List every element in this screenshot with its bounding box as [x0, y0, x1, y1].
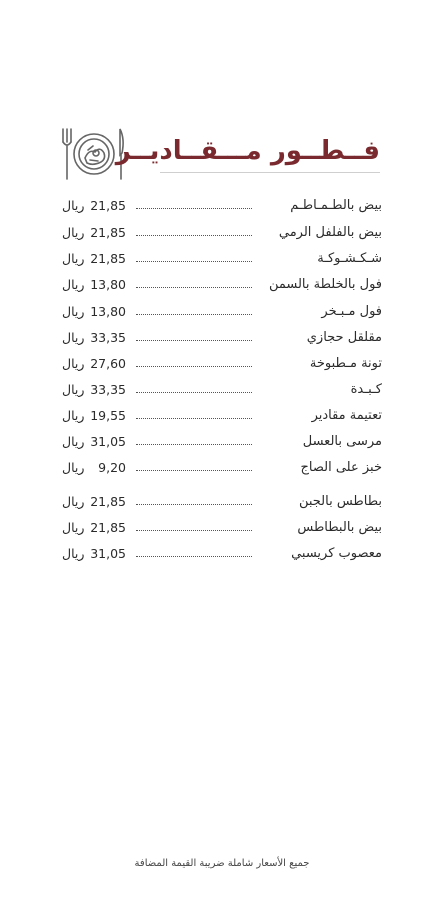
- item-price: 31,05: [90, 546, 126, 561]
- menu-item: [0, 515, 444, 541]
- item-name: تعتيمة مقادير: [311, 408, 382, 423]
- currency-label: ريال: [62, 251, 85, 266]
- menu-item: [0, 325, 444, 351]
- item-price: 9,20: [98, 460, 126, 475]
- dot-leader: [136, 235, 252, 236]
- currency-label: ريال: [62, 494, 85, 509]
- dot-leader: [136, 314, 252, 315]
- menu-item: [0, 272, 444, 298]
- dot-leader: [136, 261, 252, 262]
- item-price: 21,85: [90, 520, 126, 535]
- currency-label: ريال: [62, 434, 85, 449]
- dot-leader: [136, 530, 252, 531]
- menu-item: [0, 455, 444, 481]
- menu-item: [0, 193, 444, 219]
- currency-label: ريال: [62, 520, 85, 535]
- dot-leader: [136, 366, 252, 367]
- item-name: معصوب كريسبي: [291, 546, 382, 561]
- dot-leader: [136, 556, 252, 557]
- item-price: 21,85: [90, 494, 126, 509]
- menu-item: [0, 429, 444, 455]
- page-title: فــطــور مـــقــاديــر: [115, 136, 380, 166]
- item-price: 21,85: [90, 251, 126, 266]
- menu-item: [0, 377, 444, 403]
- currency-label: ريال: [62, 304, 85, 319]
- menu-item: [0, 489, 444, 515]
- item-name: مرسى بالعسل: [302, 434, 382, 449]
- currency-label: ريال: [62, 225, 85, 240]
- menu-header: [60, 126, 380, 182]
- item-price: 13,80: [90, 277, 126, 292]
- currency-label: ريال: [62, 382, 85, 397]
- title-divider: [160, 172, 380, 173]
- currency-label: ريال: [62, 198, 85, 213]
- currency-label: ريال: [62, 356, 85, 371]
- menu-item: [0, 351, 444, 377]
- currency-label: ريال: [62, 408, 85, 423]
- tax-note: جميع الأسعار شاملة ضريبة القيمة المضافة: [134, 858, 310, 869]
- item-price: 33,35: [90, 330, 126, 345]
- item-name: خبز على الصاج: [300, 460, 382, 475]
- menu-item: [0, 299, 444, 325]
- dot-leader: [136, 470, 252, 471]
- item-name: فول مـبـخر: [321, 304, 382, 319]
- currency-label: ريال: [62, 546, 85, 561]
- dot-leader: [136, 418, 252, 419]
- dot-leader: [136, 287, 252, 288]
- item-price: 27,60: [90, 356, 126, 371]
- dot-leader: [136, 504, 252, 505]
- menu-item: [0, 541, 444, 567]
- currency-label: ريال: [62, 460, 85, 475]
- currency-label: ريال: [62, 277, 85, 292]
- item-price: 33,35: [90, 382, 126, 397]
- menu-item: [0, 220, 444, 246]
- dot-leader: [136, 340, 252, 341]
- dot-leader: [136, 208, 252, 209]
- dot-leader: [136, 392, 252, 393]
- item-name: بيض بالفلفل الرمي: [278, 225, 382, 240]
- menu-item: [0, 403, 444, 429]
- currency-label: ريال: [62, 330, 85, 345]
- item-name: مقلقل حجازي: [306, 330, 382, 345]
- dot-leader: [136, 444, 252, 445]
- item-price: 21,85: [90, 225, 126, 240]
- item-name: بطاطس بالجبن: [298, 494, 382, 509]
- item-name: بيض بالبطاطس: [297, 520, 382, 535]
- item-name: تونة مـطبوخة: [309, 356, 382, 371]
- item-price: 21,85: [90, 198, 126, 213]
- item-name: شـكـشـوكـة: [317, 251, 382, 266]
- item-price: 19,55: [90, 408, 126, 423]
- item-price: 13,80: [90, 304, 126, 319]
- menu-item: [0, 246, 444, 272]
- item-price: 31,05: [90, 434, 126, 449]
- item-name: كـبـدة: [350, 382, 382, 397]
- item-name: بيض بالطـمـاطـم: [290, 198, 382, 213]
- item-name: فول بالخلطة بالسمن: [268, 277, 382, 292]
